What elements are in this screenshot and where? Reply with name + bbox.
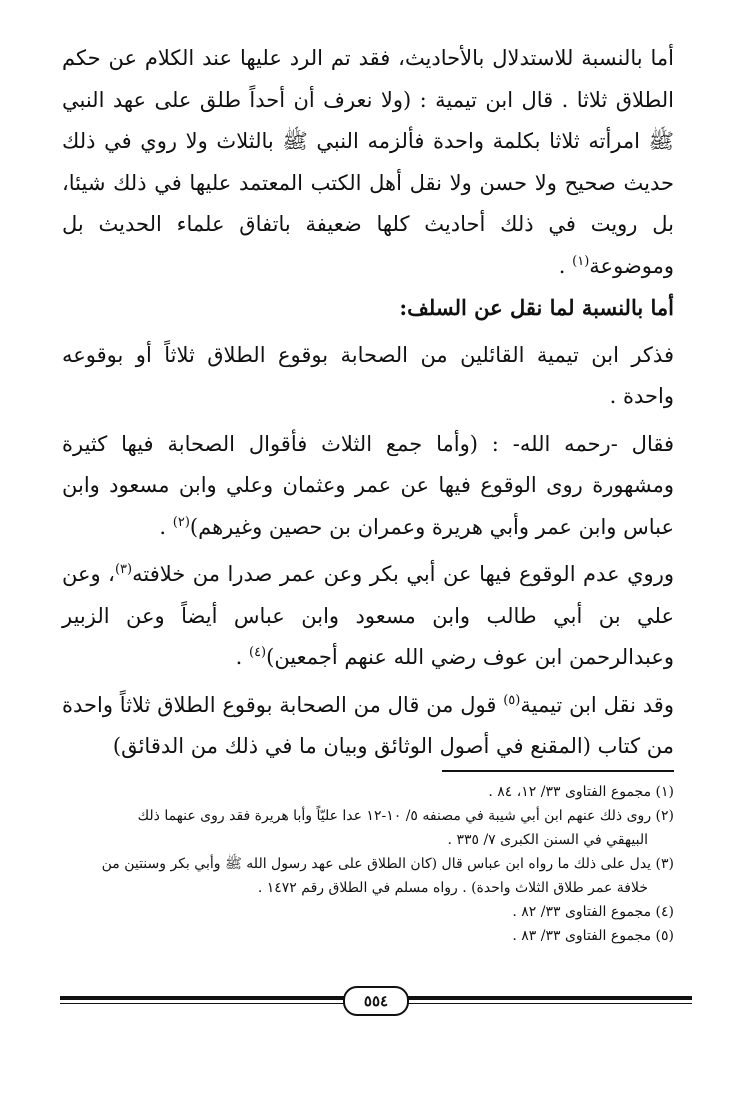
footnote-ref-2: (٢) [172,514,190,530]
footnote-4: (٤) مجموع الفتاوى ٣٣/ ٨٢ . [512,904,674,920]
section-heading: أما بالنسبة لما نقل عن السلف: [399,295,674,320]
main-text [62,38,674,768]
paragraph-4: وروي عدم الوقوع فيها عن أبي بكر وعن عمر صدرا من خلافته$^{(٣)}$، وعن علي بن أبي طالب وابن مسعود وابن عباس أيضاً وعن الزبير وعبدالرحمن ابن عوف رضي الله عنهم أجمعين)$^{(٤)}$ . [62,562,674,669]
footnote-1: (١) مجموع الفتاوى ٣٣/ ١٢، ٨٤ . [488,784,674,800]
footnote-ref-1: (١) [572,253,590,269]
paragraph-2: فذكر ابن تيمية القائلين من الصحابة بوقوع الطلاق ثلاثاً أو بوقوعه واحدة . [62,342,674,408]
page-footer [60,986,692,1012]
footnote-3: (٣) يدل على ذلك ما رواه ابن عباس قال (كان الطلاق على عهد رسول الله ﷺ وأبي بكر وسنتين من خلافة عمر طلاق الثلاث واحدة) . رواه مسلم في الطلاق رقم ١٤٧٢ . [101,856,674,896]
paragraph-5: وقد نقل ابن تيمية$^{(٥)}$ قول من قال من الصحابة بوقوع الطلاق ثلاثاً واحدة من كتاب (المقنع في أصول الوثائق وبيان ما في ذلك من الدقائق) [62,692,674,758]
paragraph-3: فقال -رحمه الله- : (وأما جمع الثلاث فأقوال الصحابة فيها كثيرة ومشهورة روى الوقوع فيها عن عمر وعثمان وعلي وابن مسعود وابن عباس وابن عمر وأبي هريرة وعمران بن حصين وغيرهم)$^{(٢)}$ . [62,431,674,539]
footnotes [62,780,674,948]
footnote-ref-4: (٤) [248,645,267,660]
footnote-ref-3: (٣) [114,562,133,577]
footnote-ref-5: (٥) [503,692,521,708]
page-number: ٥٥٤ [343,986,409,1016]
footnote-2: (٢) روى ذلك عنهم ابن أبي شيبة في مصنفه ٥/ ١٠-١٢ عدا عليّاً وأبا هريرة فقد روى عنهما ذلك البيهقي في السنن الكبرى ٧/ ٣٣٥ . [137,808,674,848]
footnote-divider [442,770,674,772]
paragraph-1: أما بالنسبة للاستدلال بالأحاديث، فقد تم الرد عليها عند الكلام عن حكم الطلاق ثلاثا . قال ابن تيمية : (ولا نعرف أن أحداً طلق على عهد النبي ﷺ امرأته ثلاثا بكلمة واحدة فألزمه النبي ﷺ بالثلاث ولا روي في ذلك حديث صحيح ولا حسن ولا نقل أهل الكتب المعتمد عليها في ذلك شيئا، بل رويت في ذلك أحاديث كلها ضعيفة باتفاق علماء الحديث بل وموضوعة$^{(١)}$ . [62,46,674,278]
footnote-5: (٥) مجموع الفتاوى ٣٣/ ٨٣ . [512,928,674,944]
